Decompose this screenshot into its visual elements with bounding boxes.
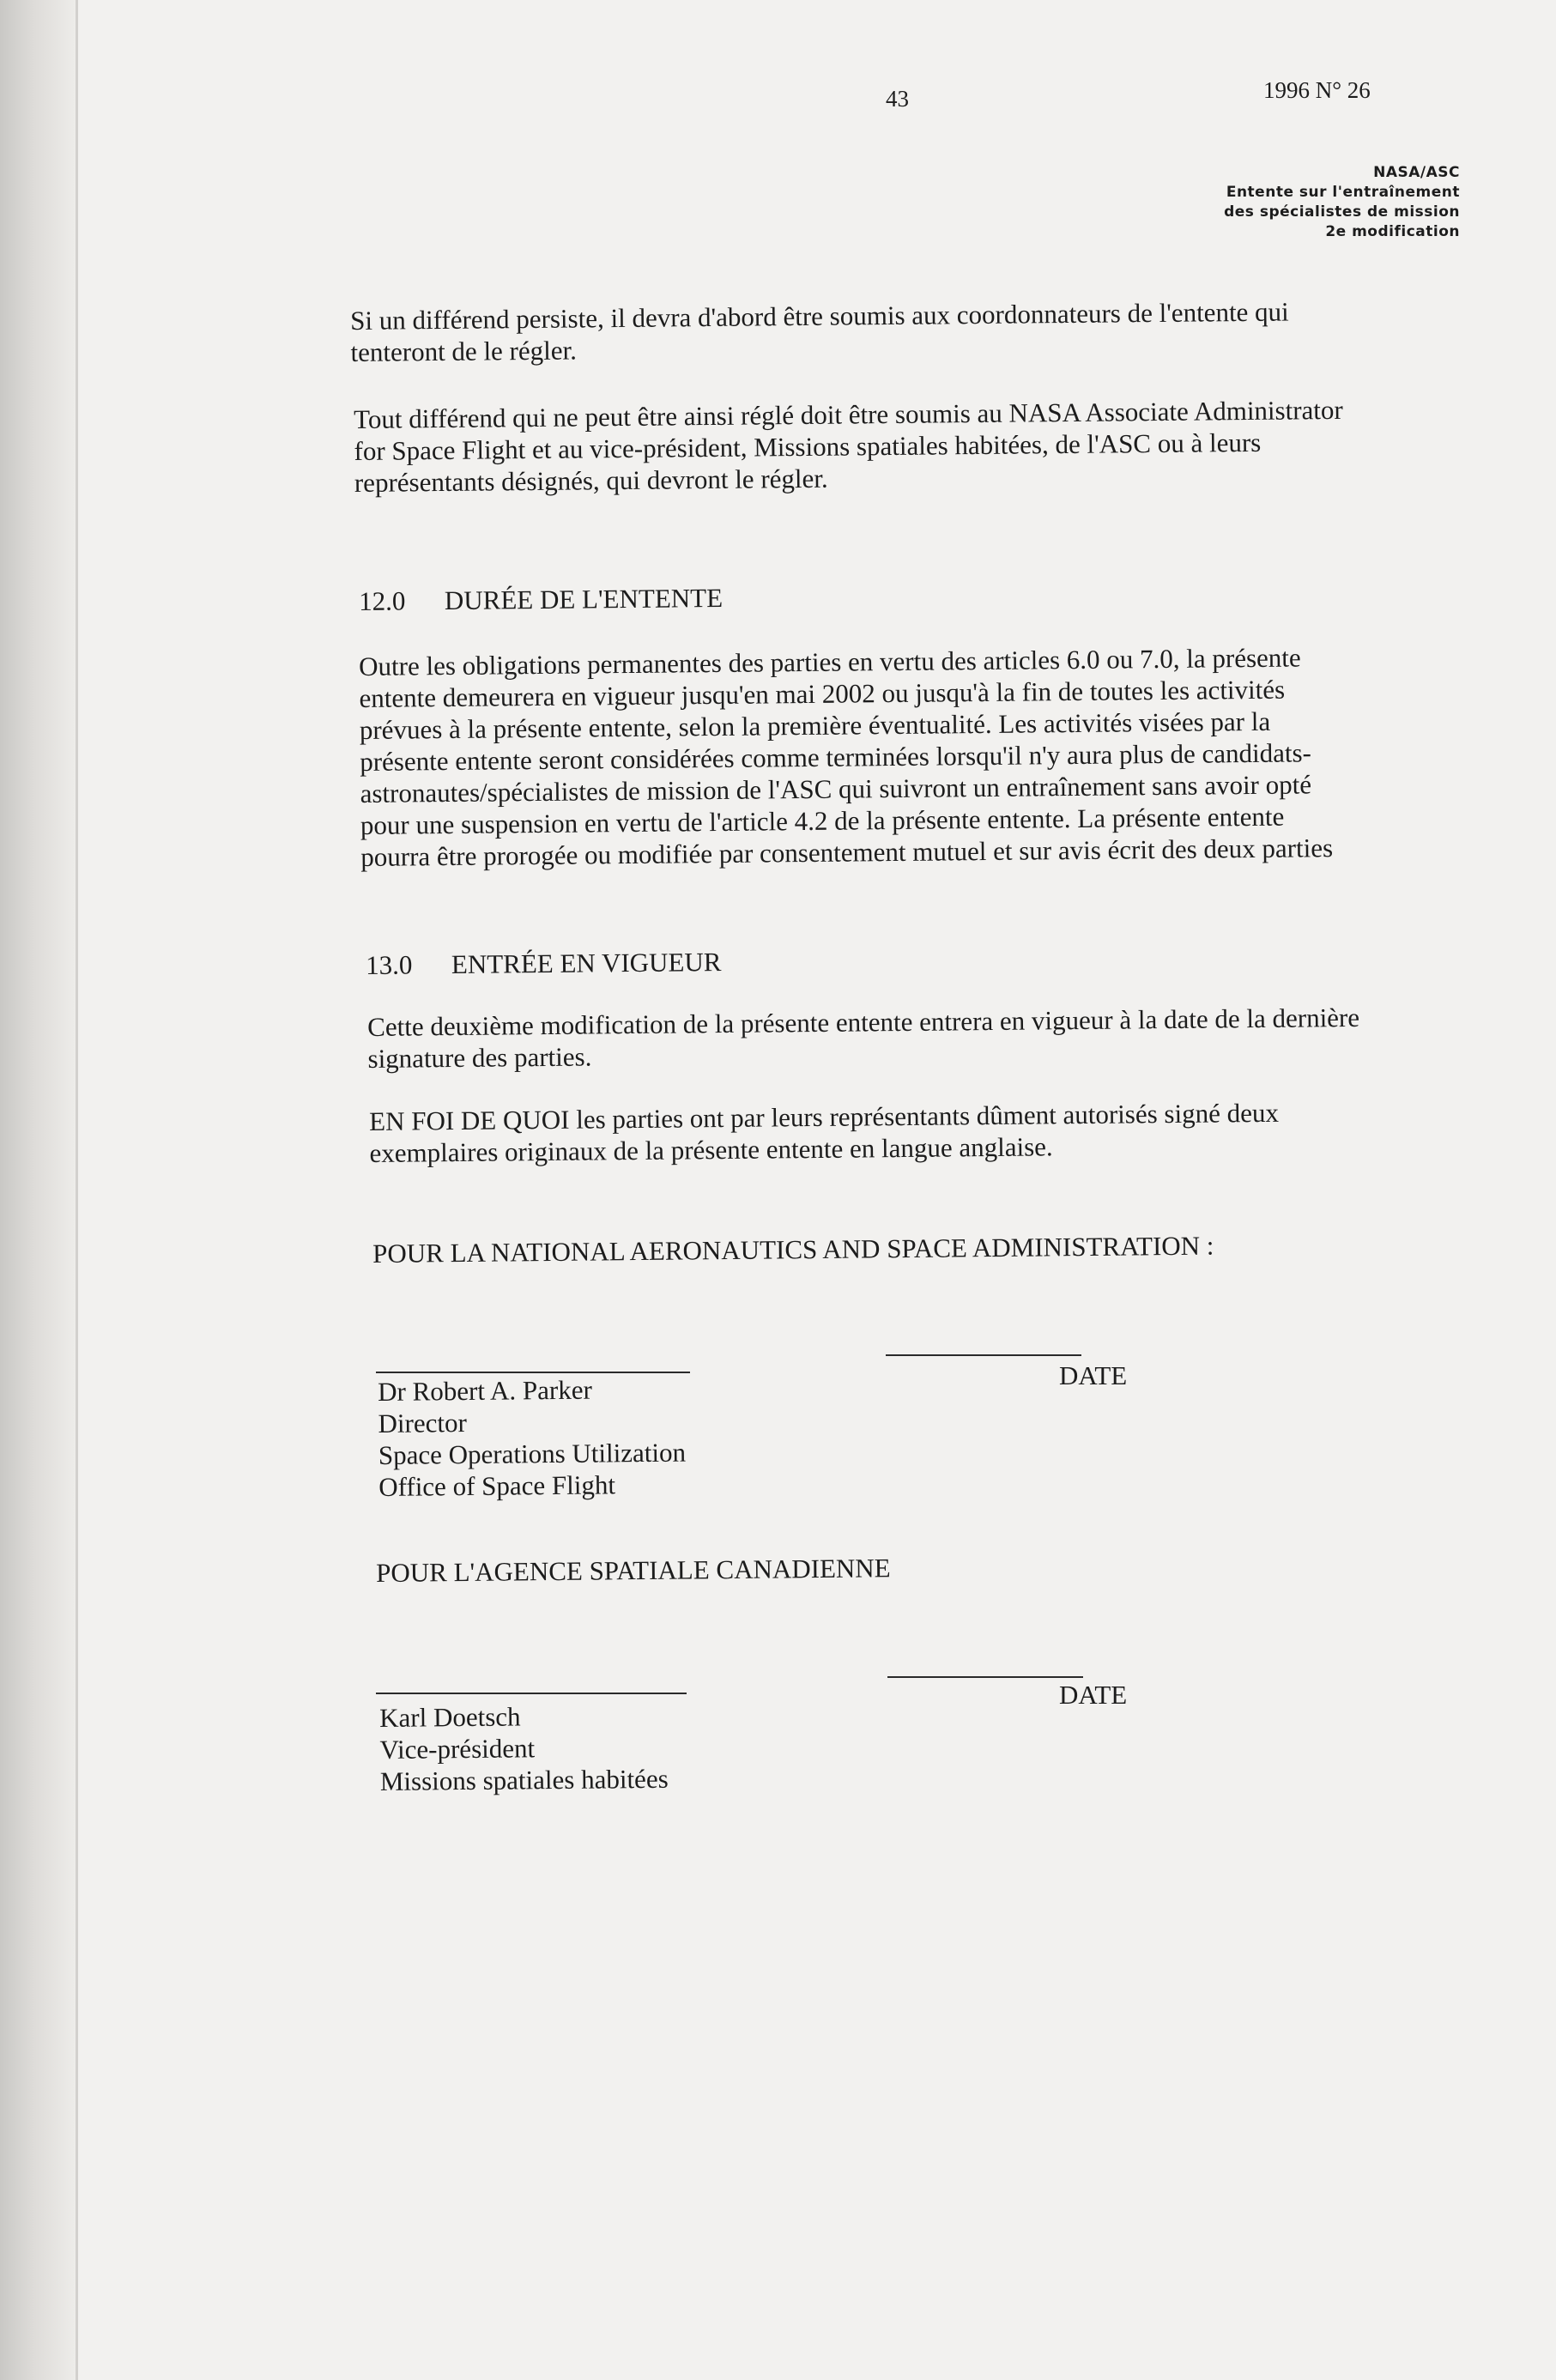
text-line: Si un différend persiste, il devra d'abord être soumis aux coordonnateurs de l'entente qui: [350, 296, 1289, 336]
signatory-division: Space Operations Utilization: [378, 1437, 687, 1470]
text-line: pour une suspension en vertu de l'article 4.2 de la présente entente. La présente entente: [360, 801, 1285, 840]
text-line: astronautes/spécialistes de mission de l'ASC qui suivront un entraînement sans avoir opté: [360, 769, 1312, 808]
text-line: entente demeurera en vigueur jusqu'en mai 2002 ou jusqu'à la fin de toutes les activités: [359, 674, 1286, 713]
text-line: EN FOI DE QUOI les parties ont par leurs représentants dûment autorisés signé deux: [369, 1097, 1280, 1136]
text-line: représentants désignés, qui devront le régler.: [354, 463, 828, 498]
text-line: Tout différend qui ne peut être ainsi réglé doit être soumis au NASA Associate Administrator: [354, 394, 1343, 434]
signatory-division: Missions spatiales habitées: [379, 1763, 669, 1796]
paragraph-in-witness: [369, 1097, 1279, 1169]
text-line: tenteront de le régler.: [350, 335, 578, 367]
header-line-3: des spécialistes de mission: [1224, 203, 1460, 221]
csa-date-label: DATE: [1059, 1680, 1128, 1710]
header-agency: NASA/ASC: [1373, 164, 1460, 181]
section-12-heading: [359, 582, 723, 617]
text-line: for Space Flight et au vice-président, Missions spatiales habitées, de l'ASC ou à leurs: [354, 427, 1262, 466]
signatory-office: Office of Space Flight: [378, 1469, 616, 1502]
paragraph-duration: [359, 641, 1333, 873]
page-edge: [76, 0, 78, 2380]
signatory-name: Karl Doetsch: [379, 1701, 521, 1733]
text-line: Cette deuxième modification de la présente entente entrera en vigueur à la date de la dernière: [367, 1002, 1360, 1042]
nasa-signatory-block: [378, 1373, 687, 1503]
signatory-title: Vice-président: [379, 1733, 536, 1765]
section-number: 12.0: [359, 585, 406, 616]
text-line: prévues à la présente entente, selon la première éventualité. Les activités visées par la: [359, 706, 1271, 745]
text-line: exemplaires originaux de la présente entente en langue anglaise.: [369, 1131, 1053, 1168]
section-title: DURÉE DE L'ENTENTE: [444, 582, 724, 616]
csa-signature-line: [376, 1693, 687, 1694]
section-13-heading: [366, 946, 722, 981]
nasa-date-label: DATE: [1059, 1360, 1128, 1390]
csa-signature-heading: POUR L'AGENCE SPATIALE CANADIENNE: [376, 1553, 891, 1588]
issue-number: 1996 N° 26: [1263, 77, 1371, 103]
text-line: pourra être prorogée ou modifiée par consentement mutuel et sur avis écrit des deux parties: [360, 833, 1334, 872]
text-line: Outre les obligations permanentes des parties en vertu des articles 6.0 ou 7.0, la présente: [359, 642, 1301, 681]
binding-shadow: [0, 0, 77, 2380]
text-line: signature des parties.: [367, 1041, 592, 1074]
nasa-date-line: [886, 1354, 1081, 1356]
section-number: 13.0: [366, 949, 413, 980]
signatory-title: Director: [378, 1408, 467, 1438]
nasa-signature-heading: POUR LA NATIONAL AERONAUTICS AND SPACE ADMINISTRATION :: [372, 1230, 1214, 1269]
text-line: présente entente seront considérées comme terminées lorsqu'il n'y aura plus de candidats-: [360, 737, 1312, 777]
header-line-2: Entente sur l'entraînement: [1226, 184, 1460, 201]
header-line-4: 2e modification: [1325, 223, 1460, 240]
page-number: 43: [886, 86, 909, 112]
paragraph-dispute-coordinators: [350, 296, 1289, 368]
section-title: ENTRÉE EN VIGUEUR: [451, 947, 722, 980]
csa-date-line: [887, 1676, 1083, 1678]
paragraph-entry-into-force: [367, 1002, 1360, 1075]
paragraph-dispute-escalation: [354, 394, 1344, 499]
signatory-name: Dr Robert A. Parker: [378, 1374, 593, 1407]
csa-signatory-block: [379, 1699, 669, 1797]
